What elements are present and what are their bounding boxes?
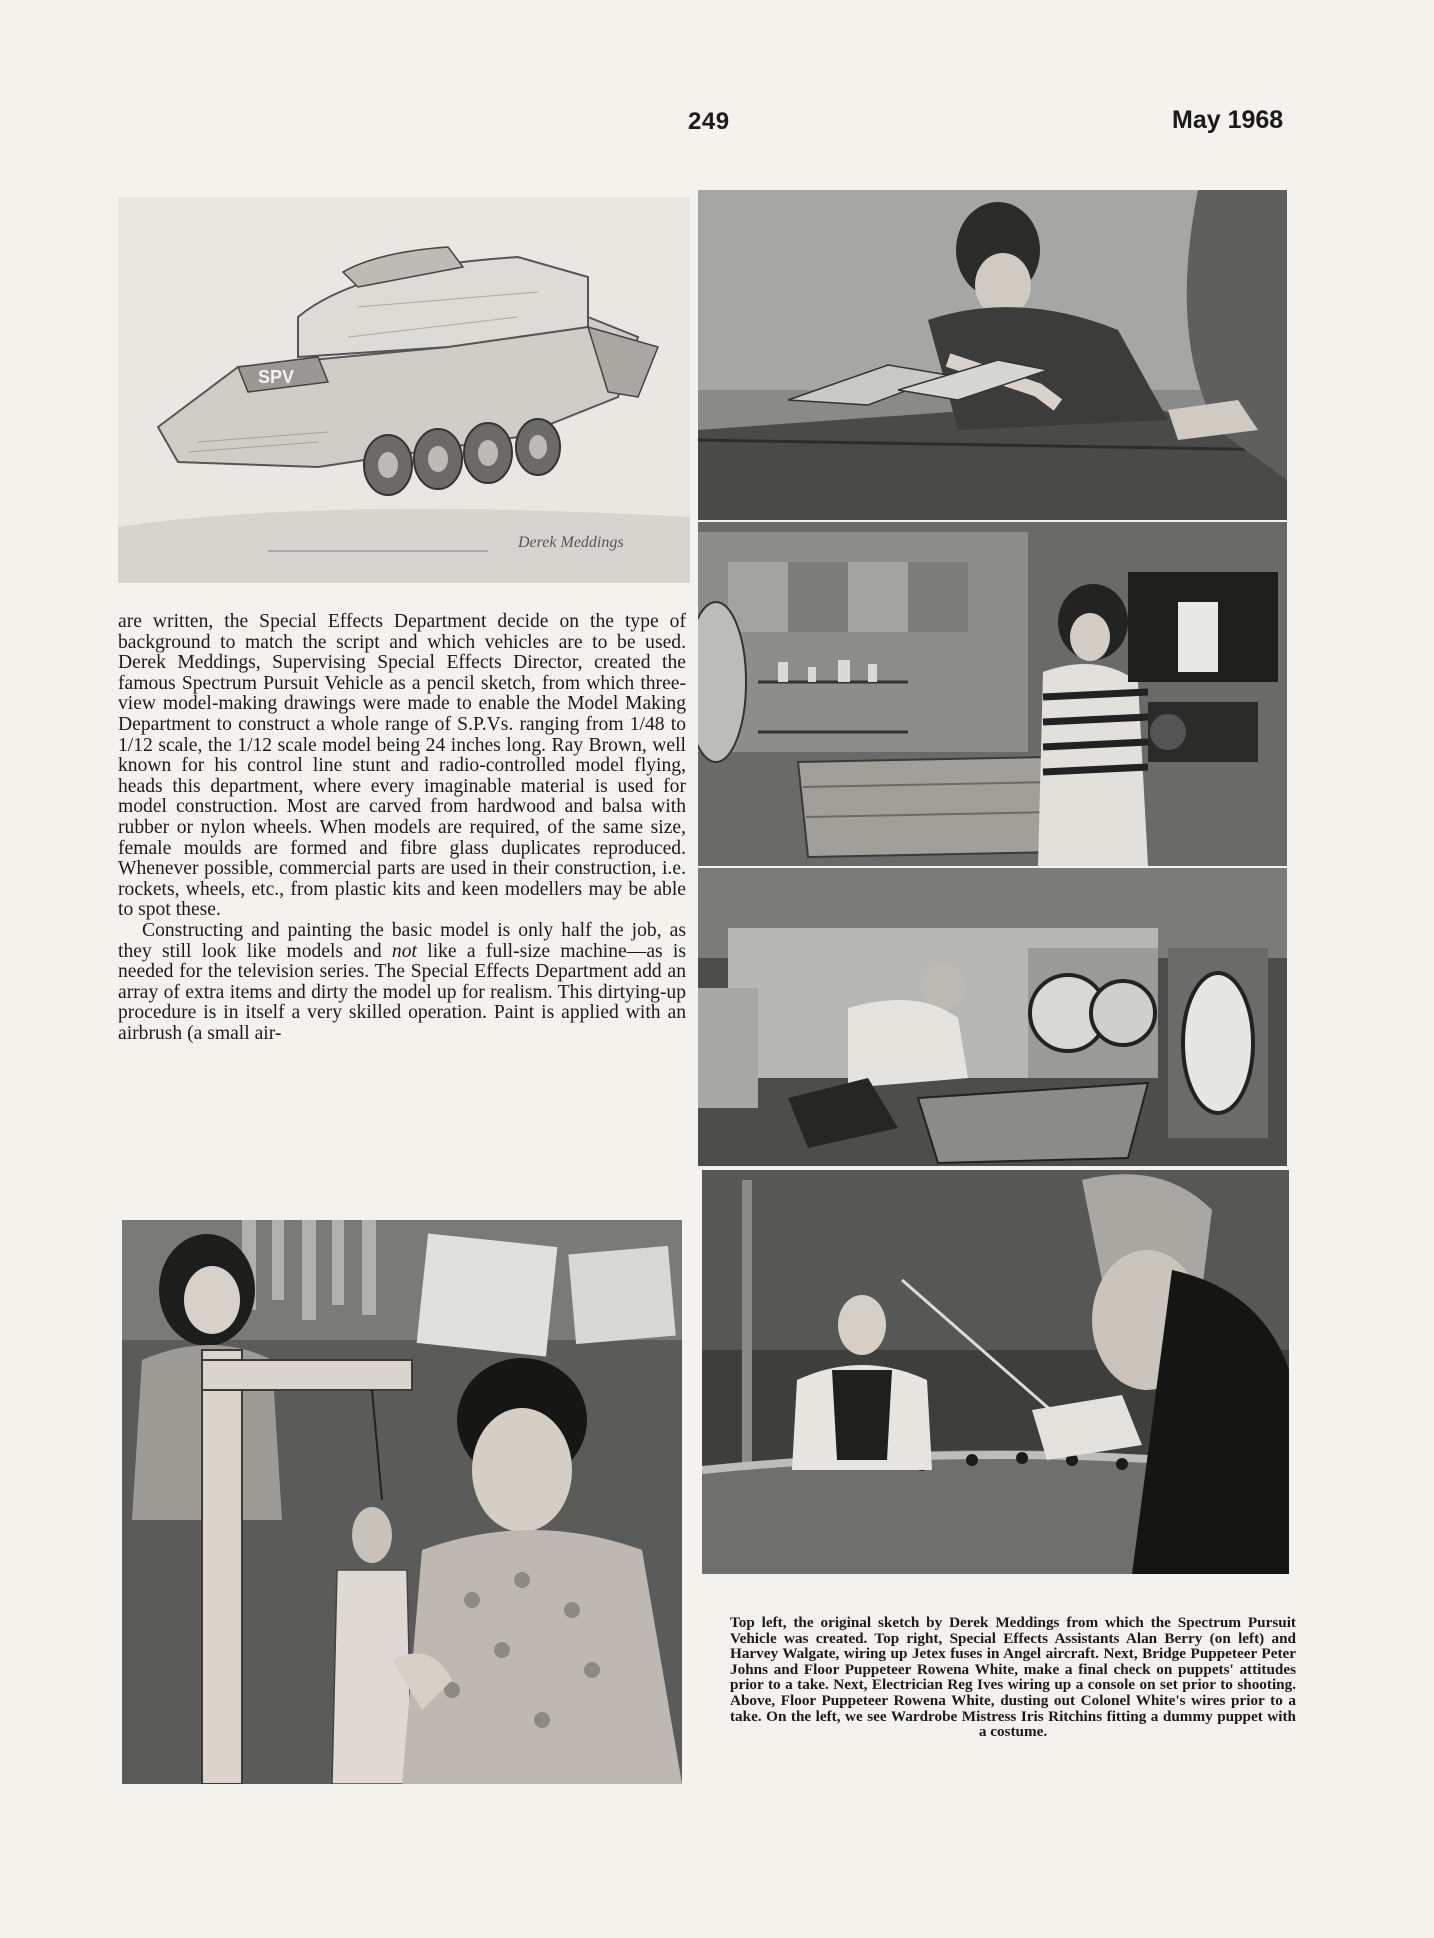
- spv-sketch-photo: [118, 197, 690, 583]
- article-emphasis-not: not: [391, 940, 417, 962]
- sketch-signature: Derek Meddings: [518, 534, 624, 551]
- wardrobe-photo: [122, 1220, 682, 1784]
- article-paragraph-2-start: Constructing and painting the basic model is only half the job, as they still look like models and: [118, 919, 686, 962]
- article-body: [118, 612, 686, 1044]
- page-number: 249: [688, 108, 730, 135]
- article-paragraph-2-end: like a full-size machine—as is needed for the television series. The Special Effects Department add an array of extra items and dirty the model up for realism. This dirtying-up procedure is in itself a very skilled operation. Paint is applied with an airbrush (a small air-: [118, 940, 686, 1044]
- article-paragraph-1: are written, the Special Effects Department decide on the type of background to match the script and which vehicles are to be used. Derek Meddings, Supervising Special Effects Director, created the famous Spectrum Pursuit Vehicle as a pencil sketch, from which three-view model-making drawings were made to enable the Model Making Department to construct a whole range of S.P.Vs. ranging from 1/48 to 1/12 scale, the 1/12 scale model being 24 inches long. Ray Brown, well known for his control line stunt and radio-controlled model flying, heads this department, where every imaginable material is used for model construction. Most are carved from hardwood and balsa with rubber or nylon wheels. When models are required, of the same size, female moulds are formed and fibre glass duplicates reproduced. Whenever possible, commercial parts are used in their construction, i.e. rockets, wheels, etc., from plastic kits and keen modellers may be able to spot these.: [118, 611, 686, 921]
- article-paragraph-2: [118, 921, 686, 1045]
- spv-label: SPV: [258, 367, 295, 387]
- puppet-wires-photo: [702, 1170, 1289, 1574]
- workbench-photo: [698, 190, 1287, 520]
- issue-date: May 1968: [1172, 106, 1284, 134]
- photo-caption: Top left, the original sketch by Derek Meddings from which the Spectrum Pursuit Vehicle was created. Top right, Special Effects Assistants Alan Berry (on left) and Harvey Walgate, wiring up Jetex fuses in Angel aircraft. Next, Bridge Puppeteer Peter Johns and Floor Puppeteer Rowena White, make a final check on puppets' attitudes prior to a take. Next, Electrician Reg Ives wiring up a console on set prior to shooting. Above, Floor Puppeteer Rowena White, dusting out Colonel White's wires prior to a take. On the left, we see Wardrobe Mistress Iris Ritchins fitting a dummy puppet with a costume.: [730, 1614, 1296, 1741]
- console-photo: [698, 868, 1287, 1166]
- bridge-set-photo: [698, 522, 1287, 866]
